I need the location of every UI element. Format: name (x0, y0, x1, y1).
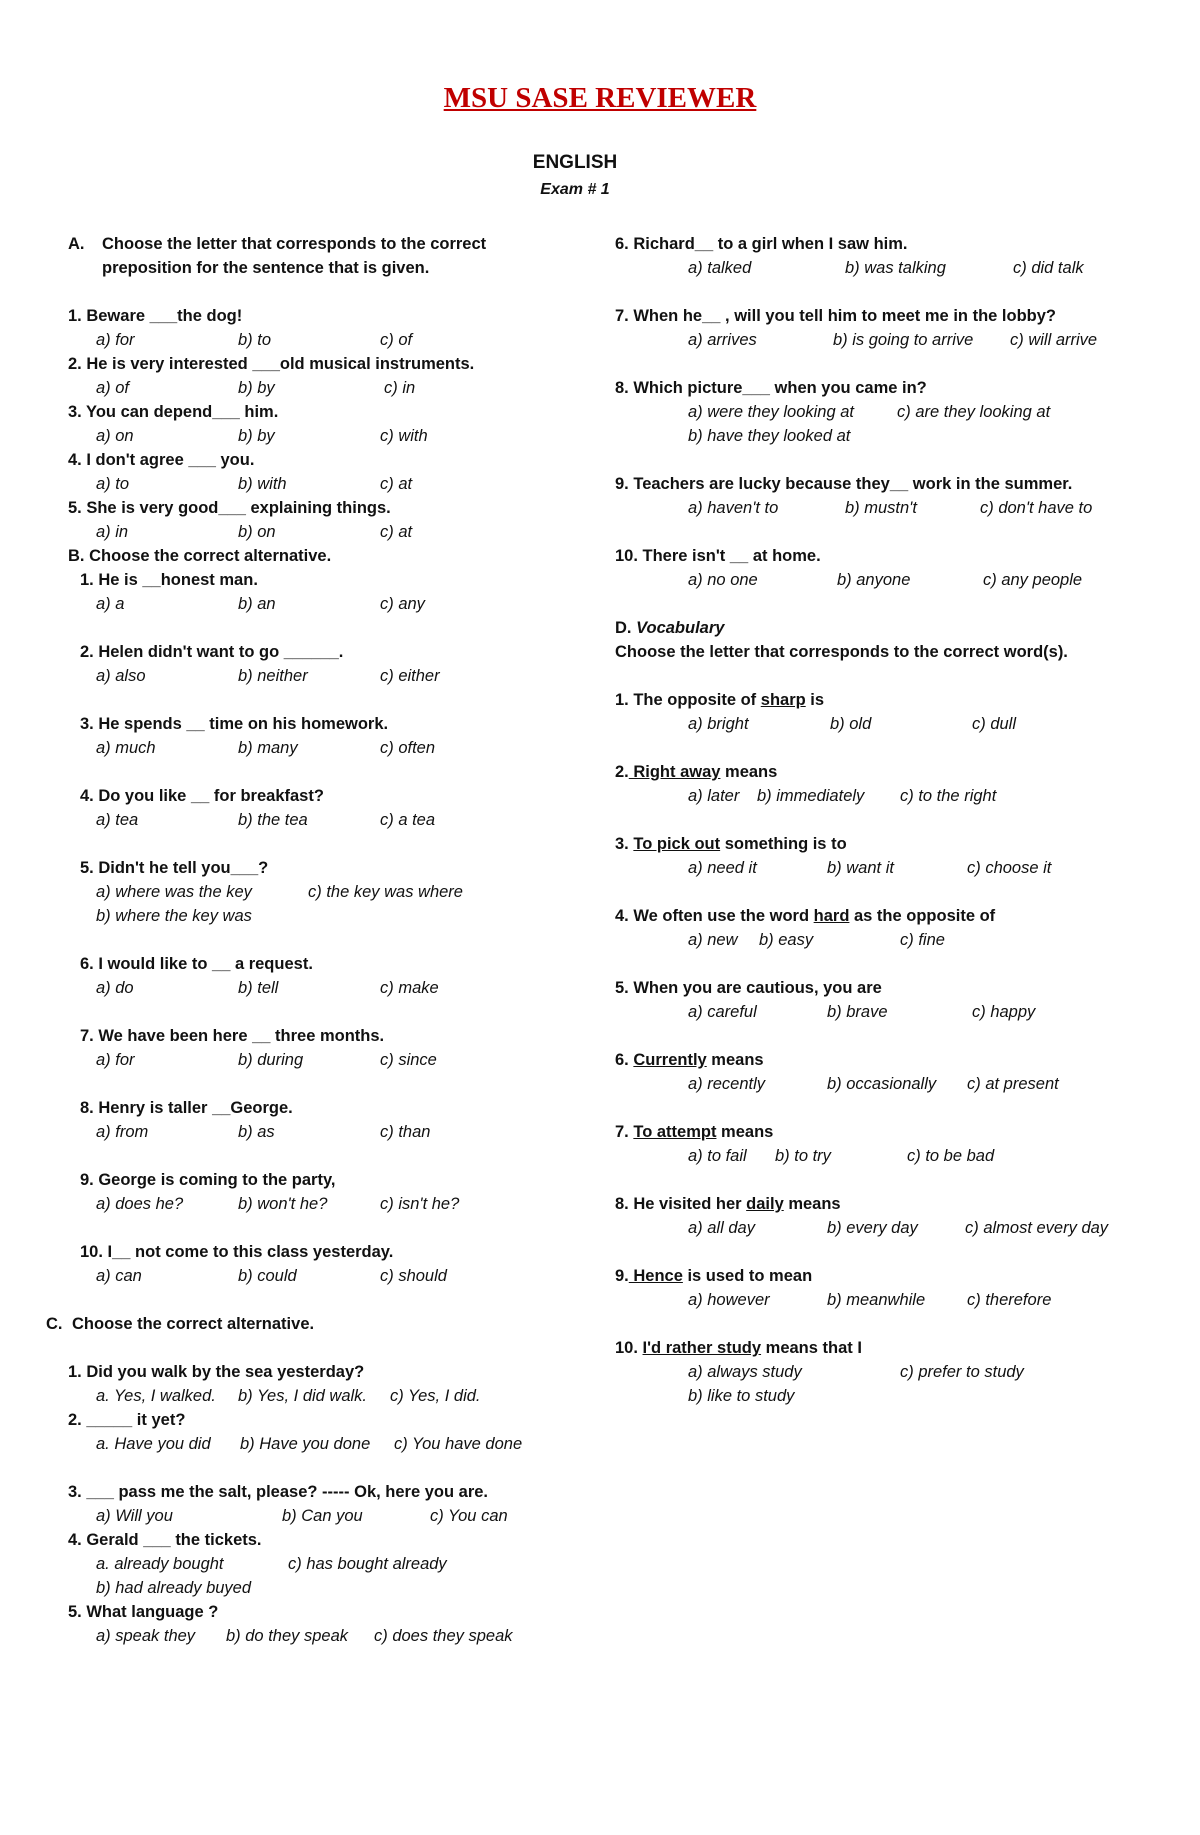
question: 3. To pick out something is to (615, 835, 847, 853)
option-b[interactable]: b) had already buyed (96, 1579, 252, 1597)
options-row (615, 496, 1175, 520)
options-row (68, 880, 568, 904)
question: 9. Hence is used to mean (615, 1267, 813, 1285)
left-column (46, 232, 568, 1648)
question: 3. ___ pass me the salt, please? ----- Ok, here you are. (68, 1483, 489, 1501)
option-b[interactable]: b) occasionally (827, 1075, 937, 1093)
option-b[interactable]: b) every day (827, 1219, 918, 1237)
option-b[interactable]: b) an (238, 595, 276, 613)
question: 9. Teachers are lucky because they__ work in the summer. (615, 475, 1073, 493)
options-row (615, 784, 1175, 808)
options-row (615, 856, 1175, 880)
option-c[interactable]: c) will arrive (1010, 331, 1098, 349)
options-row (68, 664, 568, 688)
options-row (615, 1288, 1175, 1312)
option-b[interactable]: b) where the key was (96, 907, 252, 925)
option-b[interactable]: b) want it (827, 859, 894, 877)
option-c[interactable]: c) You have done (394, 1435, 523, 1453)
option-c[interactable]: c) has bought already (288, 1555, 447, 1573)
question: 2. Right away means (615, 763, 778, 781)
option-a[interactable]: a) to (96, 475, 130, 493)
option-a[interactable]: a) from (96, 1123, 149, 1141)
option-a[interactable]: a) to fail (688, 1147, 747, 1165)
option-a[interactable]: a) later (688, 787, 740, 805)
option-b[interactable]: b) many (238, 739, 298, 757)
options-row (615, 1216, 1175, 1240)
options-row (615, 424, 1175, 448)
option-b[interactable]: b) won't he? (238, 1195, 328, 1213)
option-a[interactable]: a) also (96, 667, 146, 685)
options-row (615, 568, 1175, 592)
option-a[interactable]: a) in (96, 523, 129, 541)
options-row (615, 1384, 1175, 1408)
option-b[interactable]: b) on (238, 523, 276, 541)
question: 5. When you are cautious, you are (615, 979, 882, 997)
question: 1. He is __honest man. (80, 571, 258, 589)
option-a[interactable]: a) no one (688, 571, 758, 589)
option-a[interactable]: a) talked (688, 259, 752, 277)
options-row (68, 808, 568, 832)
option-a[interactable]: a) recently (688, 1075, 766, 1093)
option-c[interactable]: c) don't have to (980, 499, 1093, 517)
options-row (615, 1072, 1175, 1096)
option-b[interactable]: b) Can you (282, 1507, 363, 1525)
options-row (68, 1048, 568, 1072)
options-row (615, 400, 1175, 424)
option-c[interactable]: c) at present (967, 1075, 1059, 1093)
option-a[interactable]: a) arrives (688, 331, 757, 349)
option-c[interactable]: c) isn't he? (380, 1195, 460, 1213)
options-row (68, 1504, 568, 1528)
option-c[interactable]: c) to the right (900, 787, 997, 805)
option-c[interactable]: c) does they speak (374, 1627, 513, 1645)
option-a[interactable]: a) haven't to (688, 499, 779, 517)
option-c[interactable]: c) of (380, 331, 413, 349)
option-b[interactable]: b) to try (775, 1147, 831, 1165)
options-row (68, 424, 568, 448)
option-c[interactable]: c) a tea (380, 811, 436, 829)
option-a[interactable]: a) however (688, 1291, 770, 1309)
option-c[interactable]: c) You can (430, 1507, 508, 1525)
question: 1. Did you walk by the sea yesterday? (68, 1363, 365, 1381)
option-a[interactable]: a) bright (688, 715, 749, 733)
option-b[interactable]: b) do they speak (226, 1627, 348, 1645)
option-c[interactable]: c) with (380, 427, 428, 445)
question: 8. Henry is taller __George. (80, 1099, 293, 1117)
option-a[interactable]: a) need it (688, 859, 757, 877)
option-c[interactable]: c) any people (983, 571, 1083, 589)
option-a[interactable]: a) of (96, 379, 130, 397)
question: 1. Beware ___the dog! (68, 307, 243, 325)
options-row (68, 1552, 568, 1576)
option-c[interactable]: c) therefore (967, 1291, 1052, 1309)
option-b[interactable]: b) like to study (688, 1387, 795, 1405)
question: 6. I would like to __ a request. (80, 955, 313, 973)
question: 7. To attempt means (615, 1123, 774, 1141)
question: 4. We often use the word hard as the opposite of (615, 907, 996, 925)
option-b[interactable]: b) as (238, 1123, 275, 1141)
options-row (68, 1624, 568, 1648)
option-a[interactable]: a. Have you did (96, 1435, 211, 1453)
option-b[interactable]: b) by (238, 379, 275, 397)
option-a[interactable]: a) were they looking at (688, 403, 855, 421)
option-c[interactable]: c) any (380, 595, 425, 613)
options-row (615, 1360, 1175, 1384)
question: 2. He is very interested ___old musical instruments. (68, 355, 475, 373)
option-a[interactable]: a. Yes, I walked. (96, 1387, 216, 1405)
option-b[interactable]: b) anyone (837, 571, 911, 589)
option-c[interactable]: c) prefer to study (900, 1363, 1024, 1381)
question: 4. Do you like __ for breakfast? (80, 787, 324, 805)
options-row (68, 1432, 568, 1456)
option-a[interactable]: a) where was the key (96, 883, 252, 901)
options-row (68, 736, 568, 760)
option-a[interactable]: a) for (96, 331, 135, 349)
option-c[interactable]: c) than (380, 1123, 431, 1141)
option-a[interactable]: a) careful (688, 1003, 757, 1021)
question: 1. The opposite of sharp is (615, 691, 825, 709)
option-c[interactable]: c) the key was where (308, 883, 463, 901)
question: 7. We have been here __ three months. (80, 1027, 385, 1045)
option-b[interactable]: b) easy (759, 931, 814, 949)
question: 10. There isn't __ at home. (615, 547, 821, 565)
options-row (615, 928, 1175, 952)
option-a[interactable]: a) on (96, 427, 134, 445)
option-c[interactable]: c) since (380, 1051, 437, 1069)
question: 4. Gerald ___ the tickets. (68, 1531, 262, 1549)
option-c[interactable]: c) are they looking at (897, 403, 1051, 421)
options-row (615, 1144, 1175, 1168)
question: 3. He spends __ time on his homework. (80, 715, 389, 733)
question: 5. Didn't he tell you___? (80, 859, 269, 877)
question: 8. Which picture___ when you came in? (615, 379, 927, 397)
right-column (615, 232, 1175, 1408)
options-row (68, 1576, 568, 1600)
option-c[interactable]: c) dull (972, 715, 1017, 733)
section-c-heading: C. Choose the correct alternative. (46, 1315, 315, 1333)
options-row (68, 472, 568, 496)
options-row (68, 976, 568, 1000)
option-b[interactable]: b) have they looked at (688, 427, 851, 445)
question: 9. George is coming to the party, (80, 1171, 336, 1189)
options-row (68, 1120, 568, 1144)
option-a[interactable]: a) does he? (96, 1195, 184, 1213)
page-title: MSU SASE REVIEWER (443, 82, 757, 114)
question: 3. You can depend___ him. (68, 403, 279, 421)
option-b[interactable]: b) during (238, 1051, 304, 1069)
option-b[interactable]: b) tell (238, 979, 279, 997)
question: 5. What language ? (68, 1603, 219, 1621)
option-b[interactable]: b) could (238, 1267, 297, 1285)
option-a[interactable]: a) a (96, 595, 125, 613)
option-a[interactable]: a) much (96, 739, 156, 757)
option-c[interactable]: c) Yes, I did. (390, 1387, 481, 1405)
option-c[interactable]: c) choose it (967, 859, 1052, 877)
option-a[interactable]: a) new (688, 931, 738, 949)
question: 4. I don't agree ___ you. (68, 451, 255, 469)
question: 7. When he__ , will you tell him to meet me in the lobby? (615, 307, 1056, 325)
option-b[interactable]: b) the tea (238, 811, 308, 829)
option-a[interactable]: a) Will you (96, 1507, 173, 1525)
option-b[interactable]: b) Have you done (240, 1435, 371, 1453)
option-c[interactable]: c) to be bad (907, 1147, 995, 1165)
option-b[interactable]: b) brave (827, 1003, 888, 1021)
option-c[interactable]: c) happy (972, 1003, 1036, 1021)
option-a[interactable]: a) for (96, 1051, 135, 1069)
options-row (615, 712, 1175, 736)
option-c[interactable]: c) fine (900, 931, 945, 949)
subject-heading: ENGLISH (532, 152, 618, 173)
options-row (68, 520, 568, 544)
option-c[interactable]: c) at (380, 475, 413, 493)
option-b[interactable]: b) is going to arrive (833, 331, 974, 349)
option-b[interactable]: b) neither (238, 667, 308, 685)
option-b[interactable]: b) immediately (757, 787, 865, 805)
option-a[interactable]: a) speak they (96, 1627, 196, 1645)
option-a[interactable]: a) always study (688, 1363, 802, 1381)
option-c[interactable]: c) often (380, 739, 436, 757)
options-row (68, 1192, 568, 1216)
option-c[interactable]: c) in (384, 379, 416, 397)
section-a-instruction: A. Choose the letter that corresponds to the correct (68, 235, 487, 253)
options-row (68, 592, 568, 616)
option-b[interactable]: b) to (238, 331, 272, 349)
options-row (615, 328, 1175, 352)
options-row (68, 1264, 568, 1288)
question: 6. Richard__ to a girl when I saw him. (615, 235, 908, 253)
question: 6. Currently means (615, 1051, 764, 1069)
section-a-instruction-cont: preposition for the sentence that is given. (102, 259, 430, 277)
option-b[interactable]: b) meanwhile (827, 1291, 926, 1309)
section-b-heading: B. Choose the correct alternative. (68, 547, 332, 565)
option-a[interactable]: a) all day (688, 1219, 755, 1237)
option-c[interactable]: c) either (380, 667, 440, 685)
question: 10. I__ not come to this class yesterday. (80, 1243, 394, 1261)
option-b[interactable]: b) by (238, 427, 275, 445)
option-a[interactable]: a) tea (96, 811, 139, 829)
option-a[interactable]: a) can (96, 1267, 142, 1285)
option-b[interactable]: b) with (238, 475, 287, 493)
option-c[interactable]: c) should (380, 1267, 447, 1285)
option-b[interactable]: b) old (830, 715, 872, 733)
options-row (68, 328, 568, 352)
options-row (615, 1000, 1175, 1024)
option-c[interactable]: c) almost every day (965, 1219, 1109, 1237)
question: 2. _____ it yet? (68, 1411, 186, 1429)
options-row (68, 376, 568, 400)
option-b[interactable]: b) was talking (845, 259, 946, 277)
option-a[interactable]: a. already bought (96, 1555, 224, 1573)
option-c[interactable]: c) did talk (1013, 259, 1084, 277)
section-d-instruction: Choose the letter that corresponds to the correct word(s). (615, 643, 1068, 661)
option-b[interactable]: b) mustn't (845, 499, 917, 517)
option-c[interactable]: c) at (380, 523, 413, 541)
options-row (68, 904, 568, 928)
section-d-heading: D. Vocabulary (615, 619, 725, 637)
options-row (68, 1384, 568, 1408)
question: 2. Helen didn't want to go ______. (80, 643, 344, 661)
options-row (615, 256, 1175, 280)
option-c[interactable]: c) make (380, 979, 439, 997)
option-b[interactable]: b) Yes, I did walk. (238, 1387, 368, 1405)
question: 10. I'd rather study means that I (615, 1339, 862, 1357)
exam-label: Exam # 1 (540, 181, 610, 198)
question: 5. She is very good___ explaining things. (68, 499, 391, 517)
option-a[interactable]: a) do (96, 979, 134, 997)
question: 8. He visited her daily means (615, 1195, 841, 1213)
